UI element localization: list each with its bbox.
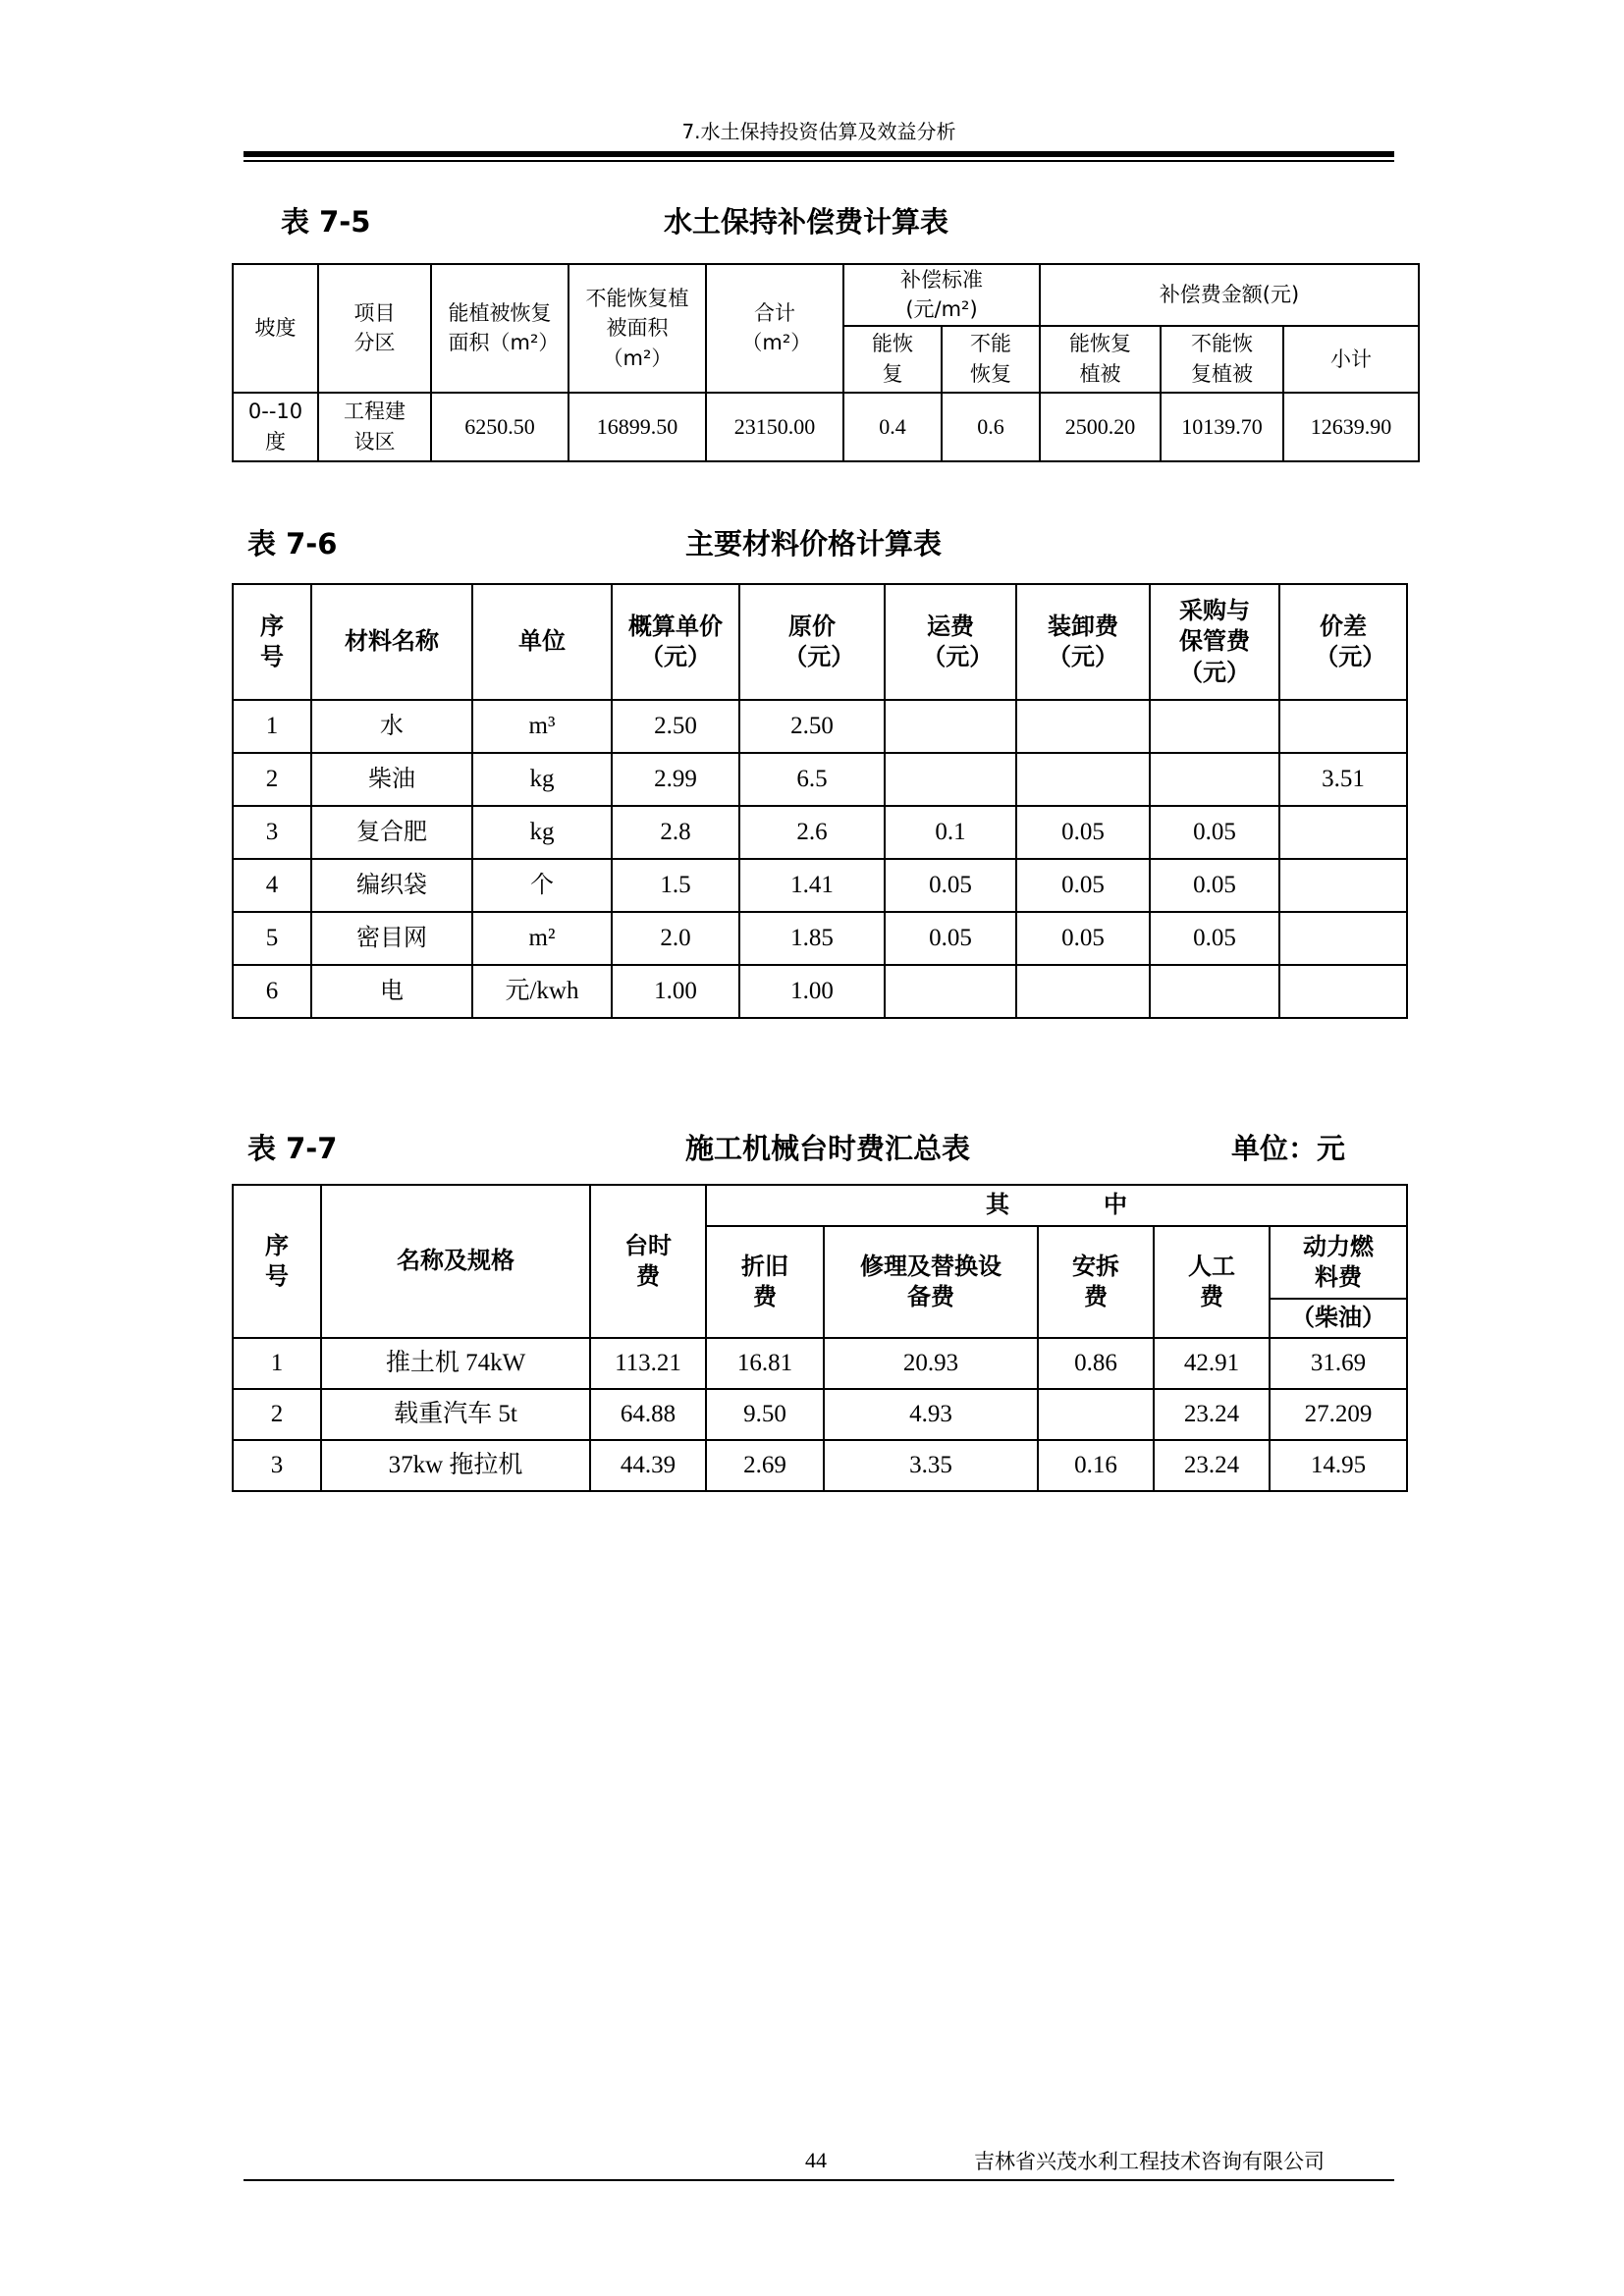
t5-header-total-area: 合计（m²） — [706, 264, 843, 393]
table-row — [233, 700, 1407, 753]
t6-cell: 4 — [233, 859, 311, 912]
t7-cell: 1 — [233, 1338, 321, 1389]
t6-header-no: 序号 — [233, 584, 311, 700]
table-7-6-title: 主要材料价格计算表 — [685, 527, 943, 561]
company-name: 吉林省兴茂水利工程技术咨询有限公司 — [974, 2150, 1325, 2173]
t7-header-depreciation: 折旧费 — [706, 1226, 824, 1338]
t5-cell-nonrecoverable-area: 16899.50 — [568, 393, 706, 461]
t6-cell: 6.5 — [739, 753, 885, 806]
t7-cell: 0.86 — [1038, 1338, 1154, 1389]
t6-cell — [1016, 965, 1150, 1018]
table-7-6 — [232, 583, 1408, 1019]
t7-header-fuel-diesel: （柴油） — [1270, 1299, 1407, 1338]
t5-header-zone: 项目分区 — [318, 264, 431, 393]
table-7-7 — [232, 1184, 1408, 1492]
t6-cell: 1.41 — [739, 859, 885, 912]
t7-cell: 20.93 — [824, 1338, 1038, 1389]
t7-header-repair: 修理及替换设备费 — [824, 1226, 1038, 1338]
t6-header-freight: 运费（元） — [885, 584, 1016, 700]
t7-header-of-which: 其 中 — [706, 1185, 1407, 1226]
header-rule-thick — [244, 151, 1394, 157]
t5-cell-amt-nonrecoverable: 10139.70 — [1161, 393, 1283, 461]
t5-header-slope: 坡度 — [233, 264, 318, 393]
t7-cell: 16.81 — [706, 1338, 824, 1389]
t6-cell: 2 — [233, 753, 311, 806]
t6-cell — [885, 965, 1016, 1018]
table-7-6-label: 表 7-6 — [247, 527, 338, 561]
table-row — [233, 1440, 1407, 1491]
t6-cell: 2.0 — [612, 912, 739, 965]
t5-header-amount: 补偿费金额(元) — [1040, 264, 1419, 326]
t6-cell: 密目网 — [311, 912, 472, 965]
t6-cell — [1279, 965, 1407, 1018]
t6-header-handling: 装卸费（元） — [1016, 584, 1150, 700]
table-7-5-label: 表 7-5 — [281, 205, 371, 239]
t7-cell: 3.35 — [824, 1440, 1038, 1491]
t6-cell: m³ — [472, 700, 612, 753]
t6-cell: 2.8 — [612, 806, 739, 859]
t7-cell: 9.50 — [706, 1389, 824, 1440]
t6-cell — [885, 753, 1016, 806]
t6-cell: 柴油 — [311, 753, 472, 806]
t6-header-original-price: 原价（元） — [739, 584, 885, 700]
t7-cell: 23.24 — [1154, 1440, 1270, 1491]
t7-cell: 113.21 — [590, 1338, 706, 1389]
t6-cell: 0.1 — [885, 806, 1016, 859]
t6-cell: kg — [472, 753, 612, 806]
t6-cell: 0.05 — [1016, 859, 1150, 912]
t7-cell — [1038, 1389, 1154, 1440]
t5-header-nonrecoverable-area: 不能恢复植被面积（m²） — [568, 264, 706, 393]
t5-cell-amt-recoverable: 2500.20 — [1040, 393, 1161, 461]
t6-cell: 2.50 — [612, 700, 739, 753]
t7-cell: 27.209 — [1270, 1389, 1407, 1440]
t6-cell: 元/kwh — [472, 965, 612, 1018]
t6-cell: 1.85 — [739, 912, 885, 965]
t7-cell: 推土机 74kW — [321, 1338, 590, 1389]
table-7-7-label: 表 7-7 — [247, 1132, 338, 1165]
t6-cell: 复合肥 — [311, 806, 472, 859]
t7-header-hourly-cost: 台时费 — [590, 1185, 706, 1338]
t6-cell: m² — [472, 912, 612, 965]
t6-cell: 0.05 — [1016, 912, 1150, 965]
t7-header-labor: 人工费 — [1154, 1226, 1270, 1338]
t6-cell: 0.05 — [1150, 912, 1279, 965]
t5-cell-slope: 0--10度 — [233, 393, 318, 461]
t6-cell — [1016, 700, 1150, 753]
t6-cell: 6 — [233, 965, 311, 1018]
t7-cell: 0.16 — [1038, 1440, 1154, 1491]
t5-header-subtotal: 小计 — [1283, 326, 1419, 393]
t5-header-standard: 补偿标准(元/m²) — [843, 264, 1040, 326]
t6-cell: 0.05 — [885, 859, 1016, 912]
t7-header-fuel: 动力燃料费 — [1270, 1226, 1407, 1299]
t6-cell: 0.05 — [1150, 806, 1279, 859]
table-row — [233, 965, 1407, 1018]
t5-header-amt-nonrecoverable: 不能恢复植被 — [1161, 326, 1283, 393]
t7-cell: 42.91 — [1154, 1338, 1270, 1389]
t5-header-amt-recoverable: 能恢复植被 — [1040, 326, 1161, 393]
footer-rule — [244, 2179, 1394, 2181]
t6-header-material: 材料名称 — [311, 584, 472, 700]
t6-header-unit: 单位 — [472, 584, 612, 700]
table-7-5 — [232, 263, 1420, 462]
t6-cell: 编织袋 — [311, 859, 472, 912]
t5-header-std-recoverable: 能恢复 — [843, 326, 942, 393]
t6-cell — [1279, 859, 1407, 912]
t6-cell: 1.5 — [612, 859, 739, 912]
t6-cell: 1.00 — [739, 965, 885, 1018]
t6-cell — [1016, 753, 1150, 806]
t6-cell — [1279, 912, 1407, 965]
t6-cell: 2.99 — [612, 753, 739, 806]
t5-header-std-nonrecoverable: 不能恢复 — [942, 326, 1040, 393]
t6-cell: 2.6 — [739, 806, 885, 859]
t5-cell-subtotal: 12639.90 — [1283, 393, 1419, 461]
t6-cell: 电 — [311, 965, 472, 1018]
t6-cell: 3.51 — [1279, 753, 1407, 806]
t6-cell: 1 — [233, 700, 311, 753]
t7-cell: 23.24 — [1154, 1389, 1270, 1440]
t7-cell: 14.95 — [1270, 1440, 1407, 1491]
running-header: 7.水土保持投资估算及效益分析 — [681, 120, 956, 143]
t5-cell-total-area: 23150.00 — [706, 393, 843, 461]
t6-cell — [1279, 806, 1407, 859]
t5-cell-zone: 工程建设区 — [318, 393, 431, 461]
table-row — [233, 1389, 1407, 1440]
t5-cell-std-nonrecoverable: 0.6 — [942, 393, 1040, 461]
t6-header-price-diff: 价差（元） — [1279, 584, 1407, 700]
t6-cell: 0.05 — [885, 912, 1016, 965]
t7-cell: 2.69 — [706, 1440, 824, 1491]
t5-cell-std-recoverable: 0.4 — [843, 393, 942, 461]
table-row — [233, 1338, 1407, 1389]
t6-cell — [885, 700, 1016, 753]
table-7-5-title: 水土保持补偿费计算表 — [664, 205, 949, 239]
t6-cell: 0.05 — [1150, 859, 1279, 912]
t7-cell: 31.69 — [1270, 1338, 1407, 1389]
t7-cell: 37kw 拖拉机 — [321, 1440, 590, 1491]
t7-cell: 4.93 — [824, 1389, 1038, 1440]
t6-cell: 3 — [233, 806, 311, 859]
t6-cell — [1150, 700, 1279, 753]
t6-cell: 水 — [311, 700, 472, 753]
t7-header-name: 名称及规格 — [321, 1185, 590, 1338]
t6-cell: 个 — [472, 859, 612, 912]
table-row — [233, 753, 1407, 806]
t5-header-recoverable-area: 能植被恢复面积（m²） — [431, 264, 568, 393]
t6-cell: 1.00 — [612, 965, 739, 1018]
table-row — [233, 912, 1407, 965]
t6-cell: 5 — [233, 912, 311, 965]
t6-header-budget-price: 概算单价（元） — [612, 584, 739, 700]
t7-cell: 44.39 — [590, 1440, 706, 1491]
t6-cell: kg — [472, 806, 612, 859]
table-7-7-unit: 单位：元 — [1231, 1132, 1346, 1165]
t6-cell: 2.50 — [739, 700, 885, 753]
t7-cell: 64.88 — [590, 1389, 706, 1440]
t6-cell — [1279, 700, 1407, 753]
table-row — [233, 806, 1407, 859]
t6-cell — [1150, 965, 1279, 1018]
table-7-7-title: 施工机械台时费汇总表 — [685, 1132, 971, 1165]
t6-cell: 0.05 — [1016, 806, 1150, 859]
t7-cell: 3 — [233, 1440, 321, 1491]
t7-header-no: 序号 — [233, 1185, 321, 1338]
t6-cell — [1150, 753, 1279, 806]
table-row — [233, 859, 1407, 912]
header-rule-thin — [244, 160, 1394, 162]
t5-cell-recoverable-area: 6250.50 — [431, 393, 568, 461]
t7-header-assembly: 安拆费 — [1038, 1226, 1154, 1338]
t6-header-procurement: 采购与保管费（元） — [1150, 584, 1279, 700]
page-number: 44 — [805, 2148, 827, 2172]
t7-cell: 载重汽车 5t — [321, 1389, 590, 1440]
t7-cell: 2 — [233, 1389, 321, 1440]
